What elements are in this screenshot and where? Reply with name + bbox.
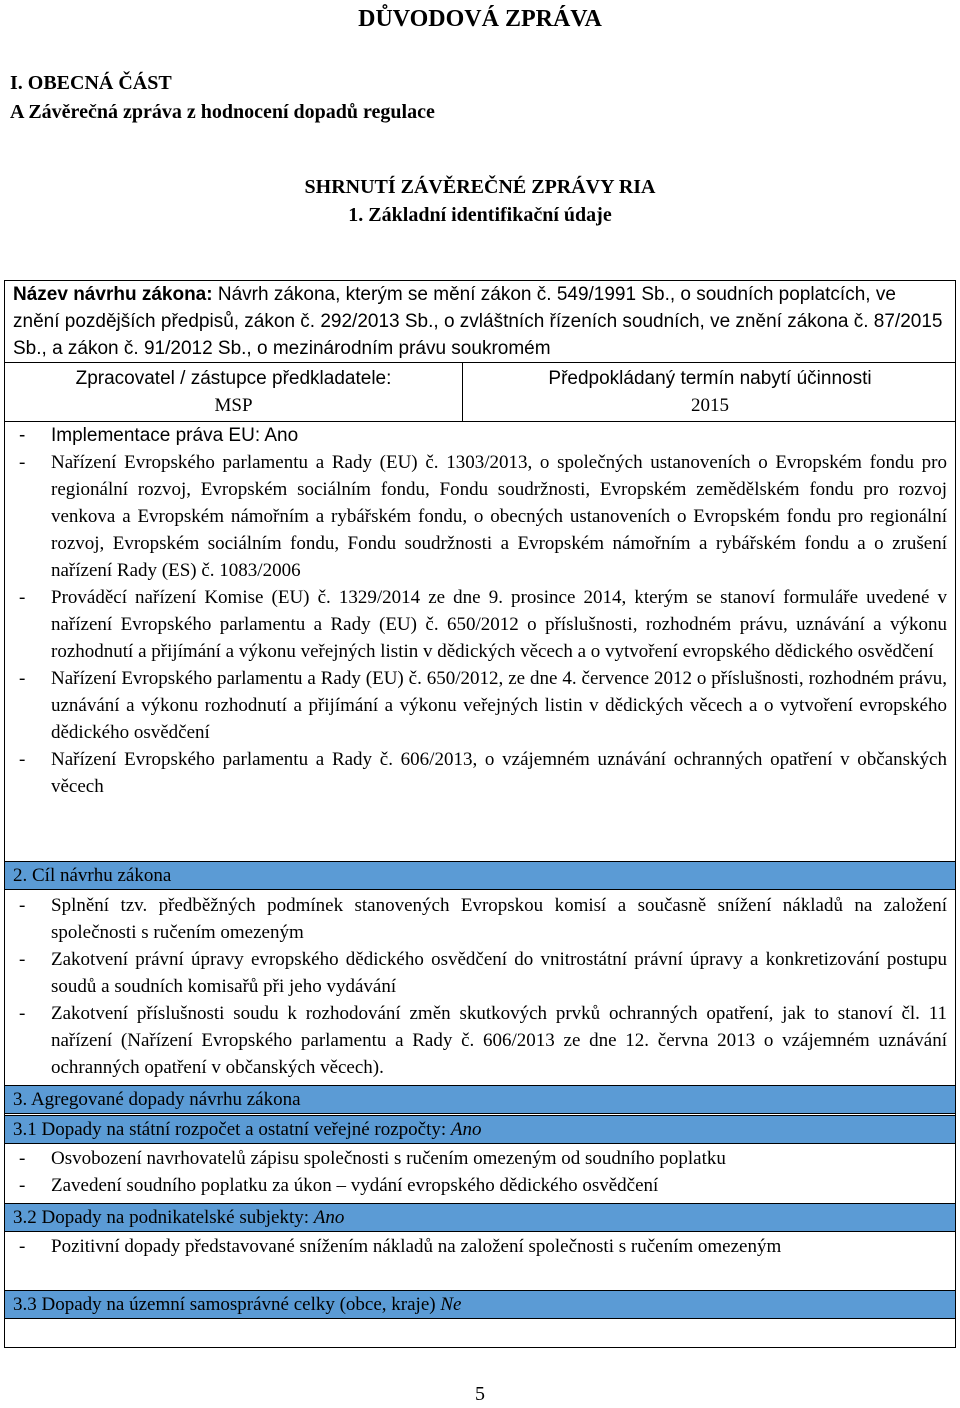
eu-implementation-block	[5, 422, 947, 800]
impacts-heading-bar	[5, 1085, 955, 1114]
budget-answer: Ano	[450, 1119, 482, 1140]
effective-label: Předpokládaný termín nabytí účinnosti	[548, 368, 872, 389]
business-block	[5, 1233, 947, 1260]
preparer-effective-row	[5, 362, 955, 422]
budget-list	[5, 1145, 947, 1199]
impacts-heading: 3. Agregované dopady návrhu zákona	[13, 1089, 301, 1110]
list-item: - Implementace práva EU: Ano	[5, 422, 947, 449]
bill-name-value: Návrh zákona, kterým se mění zákon č. 549/1991 Sb., o soudních poplatcích, ve znění pozdějších předpisů, zákon č. 292/2013 Sb., o zvláštních řízeních soudních, ve znění zákona č. 87/2015 Sb., a zákon č. 91/2012 Sb., o mezinárodním právu soukromém	[13, 284, 943, 359]
business-heading-bar	[5, 1203, 955, 1232]
summary-subtitle: 1. Základní identifikační údaje	[348, 204, 612, 226]
budget-heading: 3.1 Dopady na státní rozpočet a ostatní veřejné rozpočty:	[13, 1119, 451, 1140]
budget-block	[5, 1145, 947, 1199]
ria-summary-table	[4, 280, 956, 1348]
preparer-label: Zpracovatel / zástupce předkladatele:	[75, 368, 392, 389]
effective-cell	[465, 363, 955, 421]
local-heading: 3.3 Dopady na územní samosprávné celky (obce, kraje)	[13, 1294, 441, 1315]
effective-value: 2015	[691, 395, 729, 416]
goal-block	[5, 892, 947, 1081]
bill-name-label: Název návrhu zákona:	[13, 284, 213, 305]
empty-row	[5, 1309, 955, 1347]
goal-list	[5, 892, 947, 1081]
section-heading: A Závěrečná zpráva z hodnocení dopadů regulace	[10, 101, 435, 123]
list-item: - Nařízení Evropského parlamentu a Rady č. 606/2013, o vzájemném uznávání ochranných opatření v občanských věcech	[5, 746, 947, 800]
local-answer: Ne	[440, 1294, 462, 1315]
business-heading: 3.2 Dopady na podnikatelské subjekty:	[13, 1207, 314, 1228]
bill-name-block	[13, 281, 947, 362]
business-answer: Ano	[313, 1207, 345, 1228]
list-item: - Nařízení Evropského parlamentu a Rady (EU) č. 1303/2013, o společných ustanoveních o Evropském fondu pro regionální rozvoj, Evropském sociálním fondu, Fondu soudržnosti, Evropském zemědělském fondu pro rozvoj venkova a Evropském námořním a rybářském fondu, o obecných ustanoveních o Evropském fondu pro regionální rozvoj, Evropském sociálním fondu, Fondu soudržnosti a Evropském námořním a rybářském fondu a o zrušení nařízení Rady (ES) č. 1083/2006	[5, 449, 947, 584]
part-heading: I. OBECNÁ ČÁST	[10, 72, 172, 94]
list-item: - Zakotvení příslušnosti soudu k rozhodování změn skutkových prvků ochranných opatření, jak to stanoví čl. 11 nařízení (Nařízení Evropského parlamentu a Rady č. 606/2013 ze dne 12. června 2013 o vzájemném uznávání ochranných opatření v občanských věcech).	[5, 1000, 947, 1081]
list-item: - Pozitivní dopady představované snížením nákladů na založení společnosti s ručením omezeným	[5, 1233, 947, 1260]
list-item: - Prováděcí nařízení Komise (EU) č. 1329/2014 ze dne 9. prosince 2014, kterým se stanoví formuláře uvedené v nařízení Evropského parlamentu a Rady (EU) č. 650/2012 o příslušnosti, rozhodném právu, uznávání a výkonu rozhodnutí a přijímání a výkonu veřejných listin v dědických věcech a o vytvoření evropského dědického osvědčení	[5, 584, 947, 665]
goal-heading: 2. Cíl návrhu zákona	[13, 865, 172, 886]
document-title: DŮVODOVÁ ZPRÁVA	[358, 6, 602, 32]
budget-heading-bar	[5, 1115, 955, 1144]
preparer-cell	[5, 363, 463, 421]
list-item: - Zakotvení právní úpravy evropského dědického osvědčení do vnitrostátní právní úpravy a konkretizování postupu soudů a soudních komisařů při jeho vydávání	[5, 946, 947, 1000]
eu-implementation-list	[5, 422, 947, 800]
list-item: - Splnění tzv. předběžných podmínek stanovených Evropskou komisí a současně snížení nákladů na založení společnosti s ručením omezeným	[5, 892, 947, 946]
business-list	[5, 1233, 947, 1260]
list-item: - Zavedení soudního poplatku za úkon – vydání evropského dědického osvědčení	[5, 1172, 947, 1199]
page-number: 5	[475, 1383, 485, 1405]
summary-title: SHRNUTÍ ZÁVĚREČNÉ ZPRÁVY RIA	[304, 176, 656, 198]
list-item: - Osvobození navrhovatelů zápisu společnosti s ručením omezeným od soudního poplatku	[5, 1145, 947, 1172]
list-item: - Nařízení Evropského parlamentu a Rady (EU) č. 650/2012, ze dne 4. července 2012 o příslušnosti, rozhodném právu, uznávání a výkonu rozhodnutí a přijímání a výkonu veřejných listin v dědických věcech a o vytvoření evropského dědického osvědčení	[5, 665, 947, 746]
preparer-value: MSP	[214, 395, 253, 416]
goal-heading-bar	[5, 861, 955, 890]
